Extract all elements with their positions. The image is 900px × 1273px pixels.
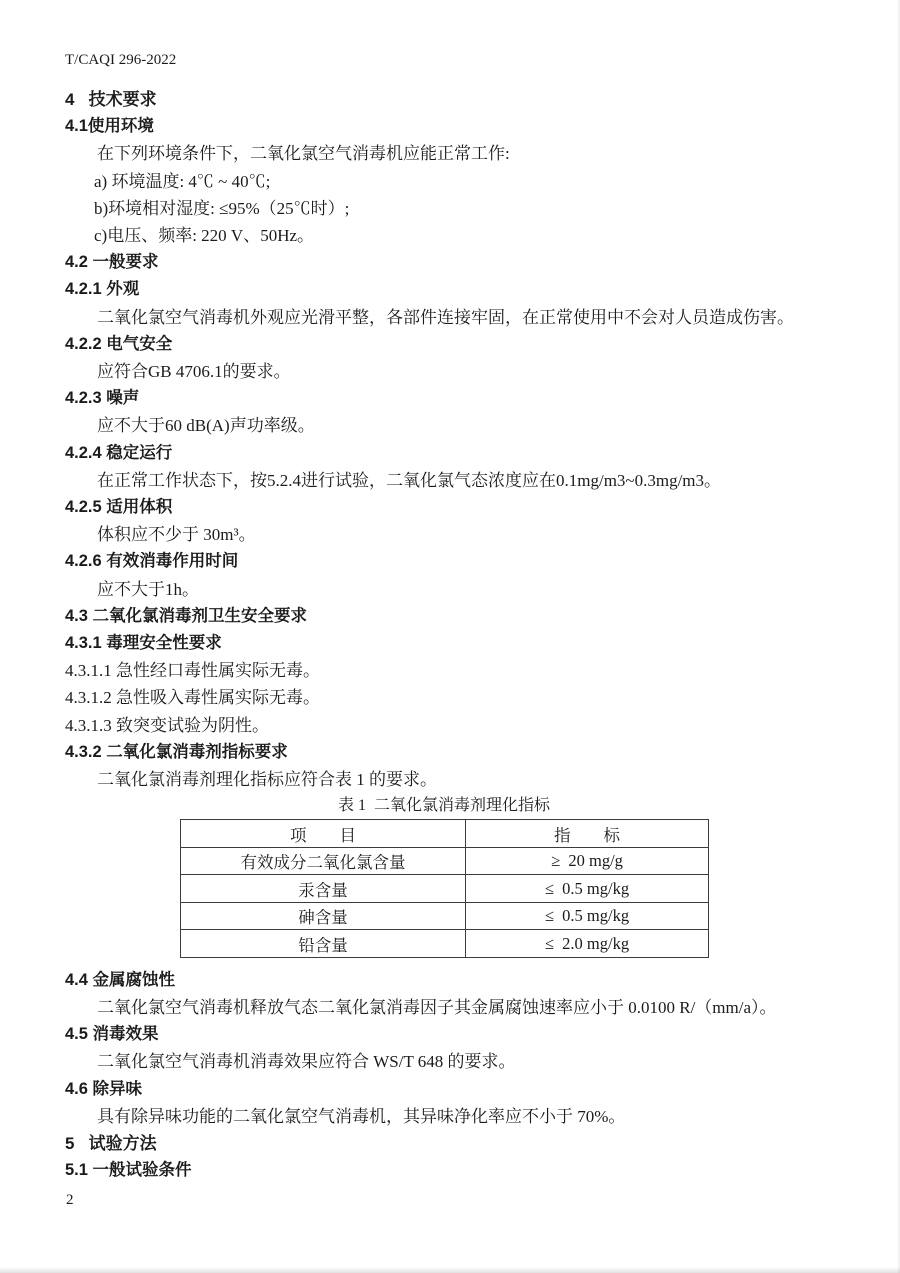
table1-header-item: 项 目: [181, 820, 466, 848]
clause-4-3-1-1: 4.3.1.1 急性经口毒性属实际无毒。: [65, 661, 320, 681]
para-4-6: 具有除异味功能的二氧化氯空气消毒机，其异味净化率应不小于 70%。: [97, 1106, 626, 1126]
para-4-2-3: 应不大于60 dB(A)声功率级。: [97, 416, 315, 436]
para-4-1-intro: 在下列环境条件下，二氧化氯空气消毒机应能正常工作:: [97, 144, 510, 164]
para-4-5: 二氧化氯空气消毒机消毒效果应符合 WS/T 648 的要求。: [97, 1052, 516, 1072]
list-item-a: a) 环境温度: 4℃ ~ 40℃;: [94, 171, 271, 191]
table-row: [181, 875, 709, 903]
table-row: [181, 847, 709, 875]
heading-4-2-5: 4.2.5 适用体积: [65, 498, 173, 517]
heading-4-1: 4.1使用环境: [65, 117, 154, 136]
table1: [180, 819, 709, 958]
para-4-3-2: 二氧化氯消毒剂理化指标应符合表 1 的要求。: [97, 770, 437, 790]
heading-4-3-1: 4.3.1 毒理安全性要求: [65, 634, 222, 653]
table1-cell-item-2: 砷含量: [181, 902, 466, 930]
heading-4-4: 4.4 金属腐蚀性: [65, 970, 176, 989]
list-item-b: b)环境相对湿度: ≤95%（25℃时）;: [94, 198, 350, 218]
table1-cell-index-2: ≤ 0.5 mg/kg: [466, 902, 709, 930]
table1-cell-index-3: ≤ 2.0 mg/kg: [466, 930, 709, 958]
heading-4-2-2: 4.2.2 电气安全: [65, 334, 173, 353]
page-number: 2: [66, 1192, 74, 1208]
list-item-c: c)电压、频率: 220 V、50Hz。: [94, 226, 315, 246]
doc-code: T/CAQI 296-2022: [65, 52, 177, 68]
para-4-2-5: 体积应不少于 30m³。: [97, 525, 256, 545]
para-4-2-2: 应符合GB 4706.1的要求。: [97, 362, 291, 382]
heading-4-3: 4.3 二氧化氯消毒剂卫生安全要求: [65, 606, 308, 625]
clause-4-3-1-3: 4.3.1.3 致突变试验为阴性。: [65, 715, 269, 735]
table1-cell-index-1: ≤ 0.5 mg/kg: [466, 875, 709, 903]
heading-4-5: 4.5 消毒效果: [65, 1025, 159, 1044]
para-4-2-4: 在正常工作状态下，按5.2.4进行试验，二氧化氯气态浓度应在0.1mg/m3~0.3mg/m3。: [97, 470, 722, 490]
table1-cell-index-0: ≥ 20 mg/g: [466, 847, 709, 875]
clause-4-3-1-2: 4.3.1.2 急性吸入毒性属实际无毒。: [65, 688, 320, 708]
table1-cell-item-0: 有效成分二氧化氯含量: [181, 847, 466, 875]
para-4-2-6: 应不大于1h。: [97, 579, 199, 599]
table1-cell-item-1: 汞含量: [181, 875, 466, 903]
page-content: [65, 50, 843, 1184]
table1-header-row: [181, 820, 709, 848]
para-4-4: 二氧化氯空气消毒机释放气态二氧化氯消毒因子其金属腐蚀速率应小于 0.0100 R/（mm/a）。: [97, 997, 777, 1017]
table1-header-index: 指 标: [466, 820, 709, 848]
table-row: [181, 930, 709, 958]
table1-cell-item-3: 铅含量: [181, 930, 466, 958]
para-4-2-1: 二氧化氯空气消毒机外观应光滑平整，各部件连接牢固，在正常使用中不会对人员造成伤害。: [97, 307, 794, 327]
heading-4-2-3: 4.2.3 噪声: [65, 389, 140, 408]
heading-4: 4 技术要求: [65, 90, 157, 109]
table1-caption: 表 1 二氧化氯消毒剂理化指标: [337, 797, 550, 815]
heading-4-2-1: 4.2.1 外观: [65, 280, 140, 299]
heading-4-2-6: 4.2.6 有效消毒作用时间: [65, 552, 239, 571]
table-row: [181, 902, 709, 930]
heading-4-2-4: 4.2.4 稳定运行: [65, 443, 173, 462]
heading-4-6: 4.6 除异味: [65, 1079, 143, 1098]
heading-5-1: 5.1 一般试验条件: [65, 1161, 192, 1180]
heading-4-3-2: 4.3.2 二氧化氯消毒剂指标要求: [65, 742, 288, 761]
heading-4-2: 4.2 一般要求: [65, 253, 159, 272]
heading-5: 5 试验方法: [65, 1134, 157, 1153]
